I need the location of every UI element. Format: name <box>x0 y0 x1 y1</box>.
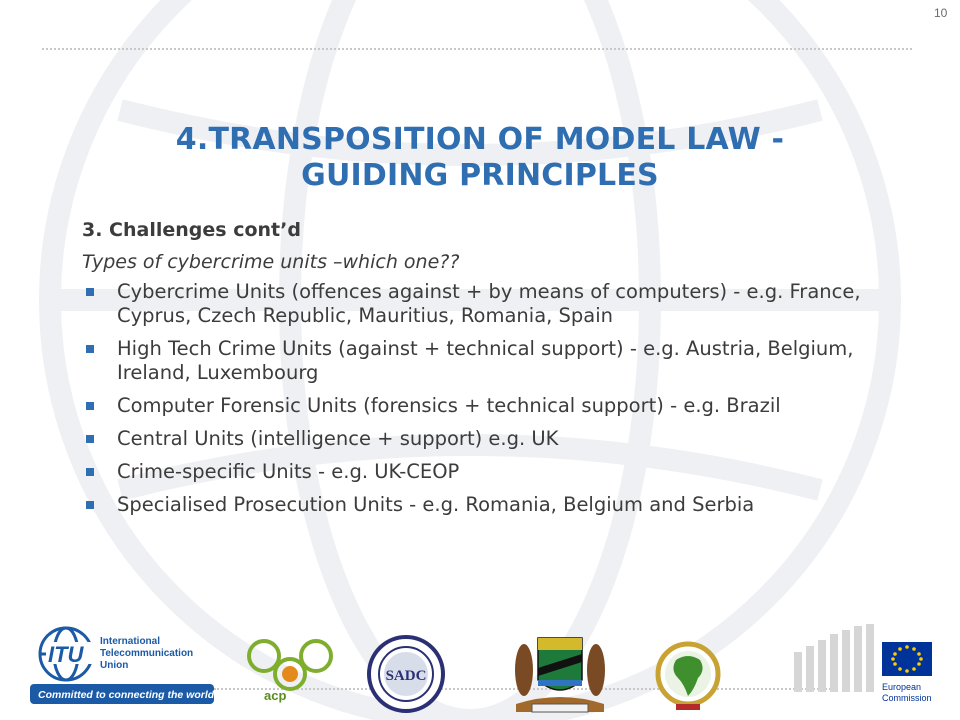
itu-name-line-2: Telecommunication <box>100 648 194 659</box>
slide-body <box>82 216 902 526</box>
list-item <box>82 394 902 418</box>
ec-name-line-2: Commission <box>882 693 932 703</box>
ec-name-line-1: European <box>882 682 922 692</box>
acp-mark: acp <box>264 688 287 703</box>
list-item-text: High Tech Crime Units (against + technical support) - e.g. Austria, Belgium, Ireland, Luxembourg <box>117 337 854 384</box>
european-commission-logo <box>790 620 940 720</box>
list-item-text: Cybercrime Units (offences against + by means of computers) - e.g. France, Cyprus, Czech Republic, Mauritius, Romania, Spain <box>117 280 861 327</box>
bullet-icon <box>86 288 94 296</box>
list-item-text: Crime-specific Units - e.g. UK-CEOP <box>117 460 460 483</box>
itu-logo <box>24 622 216 708</box>
page-number: 10 <box>934 6 948 20</box>
bullet-icon <box>86 345 94 353</box>
acp-logo <box>242 630 338 704</box>
bullet-icon <box>86 435 94 443</box>
bullet-icon <box>86 501 94 509</box>
list-item-text: Specialised Prosecution Units - e.g. Romania, Belgium and Serbia <box>117 493 755 516</box>
sadc-mark: SADC <box>385 668 427 684</box>
list-item <box>82 427 902 451</box>
itu-tagline: Committed to connecting the world <box>38 689 215 701</box>
intro-line: Types of cybercrime units –which one?? <box>82 251 460 273</box>
list-item-text: Central Units (intelligence + support) e.g. UK <box>117 427 559 450</box>
african-union-emblem-icon <box>646 638 730 718</box>
bullet-icon <box>86 402 94 410</box>
itu-mark: ITU <box>48 642 84 667</box>
list-item-text: Computer Forensic Units (forensics + technical support) - e.g. Brazil <box>117 394 781 417</box>
itu-name-line-3: Union <box>100 660 129 671</box>
bullet-list <box>82 280 902 517</box>
top-divider <box>42 48 912 50</box>
list-item <box>82 337 902 385</box>
list-item <box>82 493 902 517</box>
itu-name-line-1: International <box>100 636 161 647</box>
list-item <box>82 280 902 328</box>
partner-logos <box>0 620 960 720</box>
sadc-logo <box>366 634 446 714</box>
bullet-icon <box>86 468 94 476</box>
list-item <box>82 460 902 484</box>
subheading: 3. Challenges cont’d <box>82 219 301 241</box>
slide-title: 4.TRANSPOSITION OF MODEL LAW - GUIDING PRINCIPLES <box>175 122 785 193</box>
tanzania-coat-of-arms-icon <box>508 624 612 718</box>
